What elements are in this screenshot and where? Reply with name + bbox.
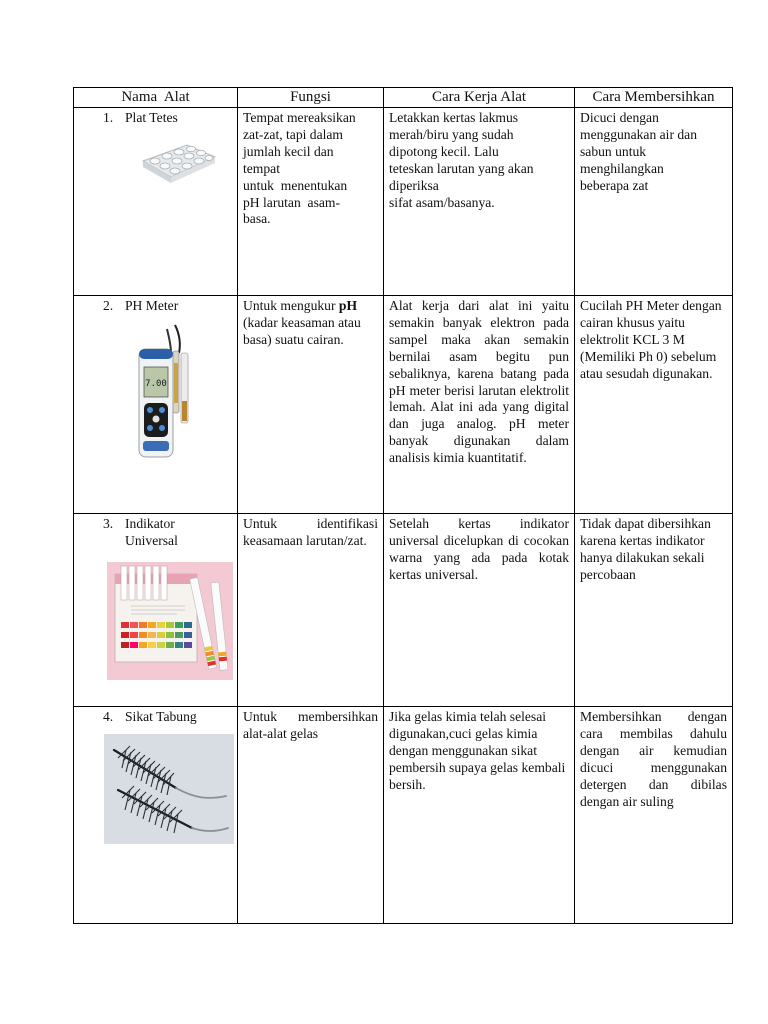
table-row [74,296,733,514]
cara-kerja-line: merah/biru yang sudah [389,126,514,142]
cara-membersihkan-line: sabun untuk [580,143,647,159]
cara-kerja-cell: Alat kerja dari alat ini yaitu semakin banyak elektron pada sampel maka akan semakin bernilai asam begitu pun sebaliknya, karena batang pada pH meter berisi larutan elektrolit lemah. Alat ini ada yang digital dan juga analog. pH meter banyak digunakan dalam analisis kimia kuantitatif. [384,296,575,514]
header-nama-alat: Nama Alat [74,88,238,108]
nama-alat-cell [74,514,238,707]
cara-kerja-line: sifat asam/basanya. [389,194,495,210]
table-row [74,707,733,924]
tube-brush-icon [104,734,232,844]
fungsi-line: Tempat mereaksikan [243,110,356,125]
cara-kerja-cell: Jika gelas kimia telah selesai digunakan,cuci gelas kimia dengan menggunakan sikat pembersih supaya gelas kembali bersih. [384,707,575,924]
header-cara-kerja: Cara Kerja Alat [384,88,575,108]
item-number: 3. [103,516,114,531]
fungsi-text: (kadar keasaman atau basa) suatu cairan. [243,314,361,347]
item-name: Plat Tetes [125,110,178,125]
item-number: 4. [103,709,114,724]
fungsi-line: jumlah kecil dan [243,143,334,159]
cara-membersihkan-cell: Membersihkan dengan cara membilas dahulu dengan air kemudian dicuci menggunakan detergen dan dibilas dengan air suling [575,707,733,924]
cara-membersihkan-line: menghilangkan [580,160,664,176]
ph-meter-icon [135,323,232,463]
tools-table [73,87,733,924]
cara-kerja-line: dipotong kecil. Lalu [389,143,499,159]
fungsi-cell: Untuk identifikasi keasamaan larutan/zat. [238,514,384,707]
nama-alat-cell [74,296,238,514]
item-number: 1. [103,110,114,125]
cara-membersihkan-cell: Tidak dapat dibersihkan karena kertas indikator hanya dilakukan sekali percobaan [575,514,733,707]
fungsi-line: zat-zat, tapi dalam [243,126,344,142]
cara-membersihkan-line: Dicuci dengan [580,110,659,125]
header-fungsi: Fungsi [238,88,384,108]
fungsi-line: untuk menentukan [243,177,348,193]
nama-alat-cell [74,108,238,296]
cara-membersihkan-line: menggunakan air dan [580,126,698,142]
nama-alat-cell [74,707,238,924]
table-row [74,514,733,707]
fungsi-line: pH larutan asam- [243,194,341,210]
fungsi-cell [238,108,384,296]
drop-plate-icon [139,141,232,187]
cara-membersihkan-cell [575,108,733,296]
header-row [74,88,733,108]
cara-membersihkan-cell: Cucilah PH Meter dengan cairan khusus yaitu elektrolit KCL 3 M (Memiliki Ph 0) sebelum atau sesudah digunakan. [575,296,733,514]
cara-kerja-cell: Setelah kertas indikator universal dicelupkan di cocokan warna yang ada pada kotak kertas universal. [384,514,575,707]
cara-kerja-line: teteskan larutan yang akan [389,160,534,176]
fungsi-text: Untuk mengukur [243,298,339,313]
fungsi-line: tempat [243,160,280,176]
table-row [74,108,733,296]
item-name: Sikat Tabung [125,709,197,724]
fungsi-cell: Untuk membersihkan alat-alat gelas [238,707,384,924]
item-name: Indikator Universal [125,516,178,548]
cara-kerja-cell [384,108,575,296]
header-cara-membersihkan: Cara Membersihkan [575,88,733,108]
fungsi-cell [238,296,384,514]
item-name: PH Meter [125,298,179,313]
cara-kerja-line: Letakkan kertas lakmus [389,110,519,125]
cara-kerja-line: diperiksa [389,177,439,193]
item-number: 2. [103,298,114,313]
fungsi-bold-text: pH [338,298,358,313]
cara-membersihkan-line: beberapa zat [580,177,649,193]
universal-indicator-icon [107,562,232,680]
fungsi-line: basa. [243,211,271,227]
meter-readout: 7.00 [145,378,167,389]
